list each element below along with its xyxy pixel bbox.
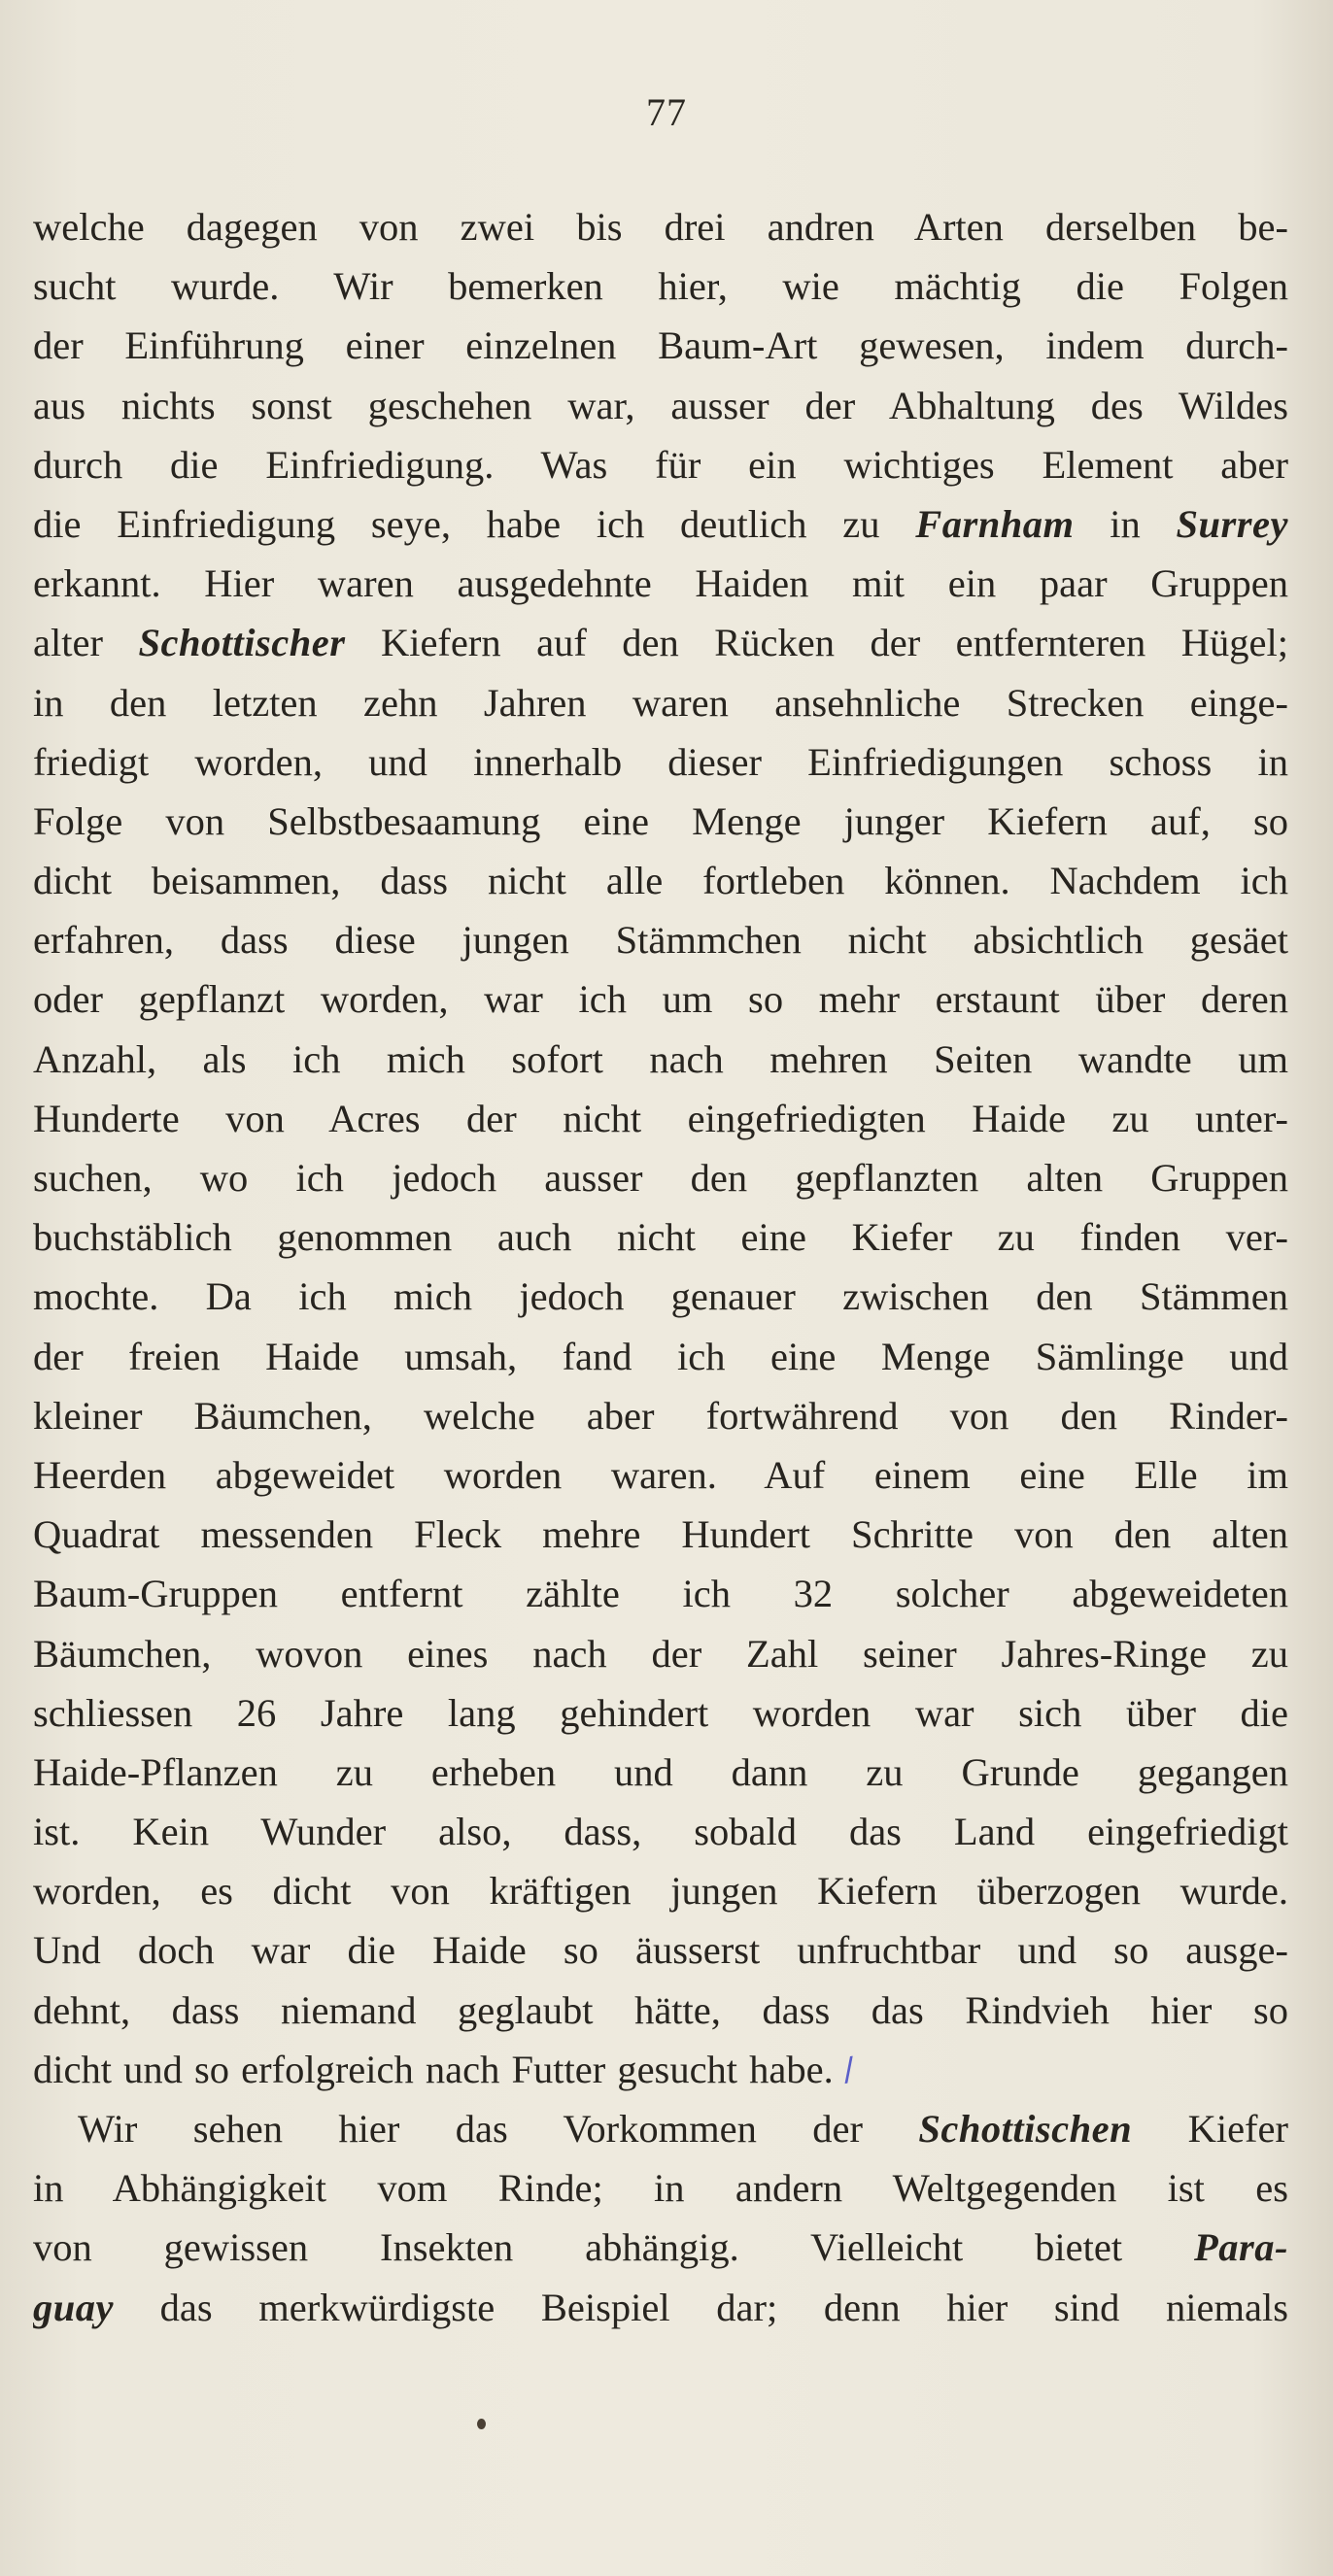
text-run: erkannt. Hier waren ausgedehnte Haiden mit ein paar Gruppen: [33, 561, 1288, 606]
text-run: der Einführung einer einzelnen Baum-Art gewesen, indem durch-: [33, 323, 1288, 368]
text-line: [33, 1505, 1288, 1564]
text-run: worden, es dicht von kräftigen jungen Kiefern überzogen wurde.: [33, 1869, 1288, 1914]
text-run: Heerden abgeweidet worden waren. Auf einem eine Elle im: [33, 1452, 1288, 1497]
text-run: erfahren, dass diese jungen Stämmchen nicht absichtlich gesäet: [33, 918, 1288, 963]
text-run: das merkwürdigste Beispiel dar; denn hier sind niemals: [114, 2285, 1288, 2329]
text-run: Folge von Selbstbesaamung eine Menge junger Kiefern auf, so: [33, 798, 1288, 843]
text-line: [33, 1624, 1288, 1683]
text-run: dicht und so erfolgreich nach Futter gesucht habe.: [33, 2047, 834, 2091]
pencil-correction-mark: /: [839, 2047, 858, 2092]
text-line: [33, 792, 1288, 851]
text-line: [33, 1089, 1288, 1148]
text-line: [33, 1564, 1288, 1623]
text-run: buchstäblich genommen auch nicht eine Kiefer zu finden ver-: [33, 1215, 1288, 1260]
italic-term: guay: [33, 2285, 114, 2329]
text-run: kleiner Bäumchen, welche aber fortwährend von den Rinder-: [33, 1393, 1288, 1438]
text-line: [33, 2218, 1288, 2277]
text-run: Hunderte von Acres der nicht eingefriedigten Haide zu unter-: [33, 1096, 1288, 1140]
text-line: [33, 1386, 1288, 1445]
text-run: dicht beisammen, dass nicht alle fortleben können. Nachdem ich: [33, 859, 1288, 903]
text-line: [33, 1327, 1288, 1386]
text-line: [33, 851, 1288, 910]
text-run: Kiefer: [1132, 2107, 1288, 2151]
italic-term: Para-: [1194, 2225, 1288, 2270]
text-line: [33, 2099, 1288, 2158]
text-run: mochte. Da ich mich jedoch genauer zwischen den Stämmen: [33, 1274, 1288, 1319]
text-run: Kiefern auf den Rücken der entfernteren Hügel;: [345, 621, 1288, 665]
text-run: in: [1074, 501, 1177, 546]
text-run: von gewissen Insekten abhängig. Vielleicht bietet: [33, 2225, 1194, 2270]
italic-term: Surrey: [1176, 501, 1288, 546]
text-line: [33, 1920, 1288, 1980]
text-line: [33, 969, 1288, 1029]
text-run: Wir sehen hier das Vorkommen der: [78, 2107, 919, 2151]
text-line: [33, 1207, 1288, 1267]
italic-term: Schottischer: [138, 621, 346, 665]
text-line: [33, 910, 1288, 969]
text-run: welche dagegen von zwei bis drei andren Arten derselben be-: [33, 205, 1288, 249]
text-line: [33, 2278, 1288, 2337]
text-run: in den letzten zehn Jahren waren ansehnliche Strecken einge-: [33, 680, 1288, 725]
text-line: [33, 1148, 1288, 1207]
text-run: ist. Kein Wunder also, dass, sobald das Land eingefriedigt: [33, 1810, 1288, 1854]
text-line: [33, 1683, 1288, 1743]
text-line: [33, 494, 1288, 554]
text-run: Anzahl, als ich mich sofort nach mehren Seiten wandte um: [33, 1036, 1288, 1081]
text-line: [33, 613, 1288, 672]
text-run: in Abhängigkeit vom Rinde; in andern Weltgegenden ist es: [33, 2166, 1288, 2211]
text-line: [33, 256, 1288, 316]
text-line: [33, 1267, 1288, 1326]
text-run: der freien Haide umsah, fand ich eine Menge Sämlinge und: [33, 1334, 1288, 1378]
text-run: dehnt, dass niemand geglaubt hätte, dass das Rindvieh hier so: [33, 1987, 1288, 2032]
text-run: durch die Einfriedigung. Was für ein wichtiges Element aber: [33, 442, 1288, 487]
text-run: aus nichts sonst geschehen war, ausser der Abhaltung des Wildes: [33, 383, 1288, 427]
text-line: [33, 1445, 1288, 1505]
text-run: Und doch war die Haide so äusserst unfruchtbar und so ausge-: [33, 1928, 1288, 1973]
ink-dot: [477, 2419, 486, 2429]
text-run: Bäumchen, wovon eines nach der Zahl seiner Jahres-Ringe zu: [33, 1631, 1288, 1676]
text-run: schliessen 26 Jahre lang gehindert worden war sich über die: [33, 1690, 1288, 1735]
italic-term: Schottischen: [918, 2107, 1133, 2151]
text-run: Baum-Gruppen entfernt zählte ich 32 solcher abgeweideten: [33, 1572, 1288, 1616]
text-line: [33, 1802, 1288, 1861]
text-run: die Einfriedigung seye, habe ich deutlich zu: [33, 501, 916, 546]
text-line: [33, 673, 1288, 732]
text-run: Quadrat messenden Fleck mehre Hundert Schritte von den alten: [33, 1512, 1288, 1557]
text-line: [33, 435, 1288, 494]
text-run: oder gepflanzt worden, war ich um so mehr erstaunt über deren: [33, 977, 1288, 1022]
text-line: [33, 197, 1288, 256]
text-line: [33, 2040, 1288, 2099]
text-line: [33, 1981, 1288, 2040]
text-run: alter: [33, 621, 139, 665]
text-line: [33, 1743, 1288, 1802]
text-line: [33, 732, 1288, 792]
text-line: [33, 2158, 1288, 2218]
page-number: 77: [646, 90, 687, 134]
body-text: [33, 197, 1288, 2337]
italic-term: Farnham: [915, 501, 1075, 546]
text-line: [33, 554, 1288, 613]
text-run: sucht wurde. Wir bemerken hier, wie mächtig die Folgen: [33, 264, 1288, 309]
text-line: [33, 316, 1288, 375]
text-run: friedigt worden, und innerhalb dieser Einfriedigungen schoss in: [33, 739, 1288, 784]
text-run: suchen, wo ich jedoch ausser den gepflanzten alten Gruppen: [33, 1156, 1288, 1200]
text-line: [33, 1030, 1288, 1089]
text-line: [33, 376, 1288, 435]
text-run: Haide-Pflanzen zu erheben und dann zu Grunde gegangen: [33, 1749, 1288, 1794]
text-line: [33, 1861, 1288, 1920]
